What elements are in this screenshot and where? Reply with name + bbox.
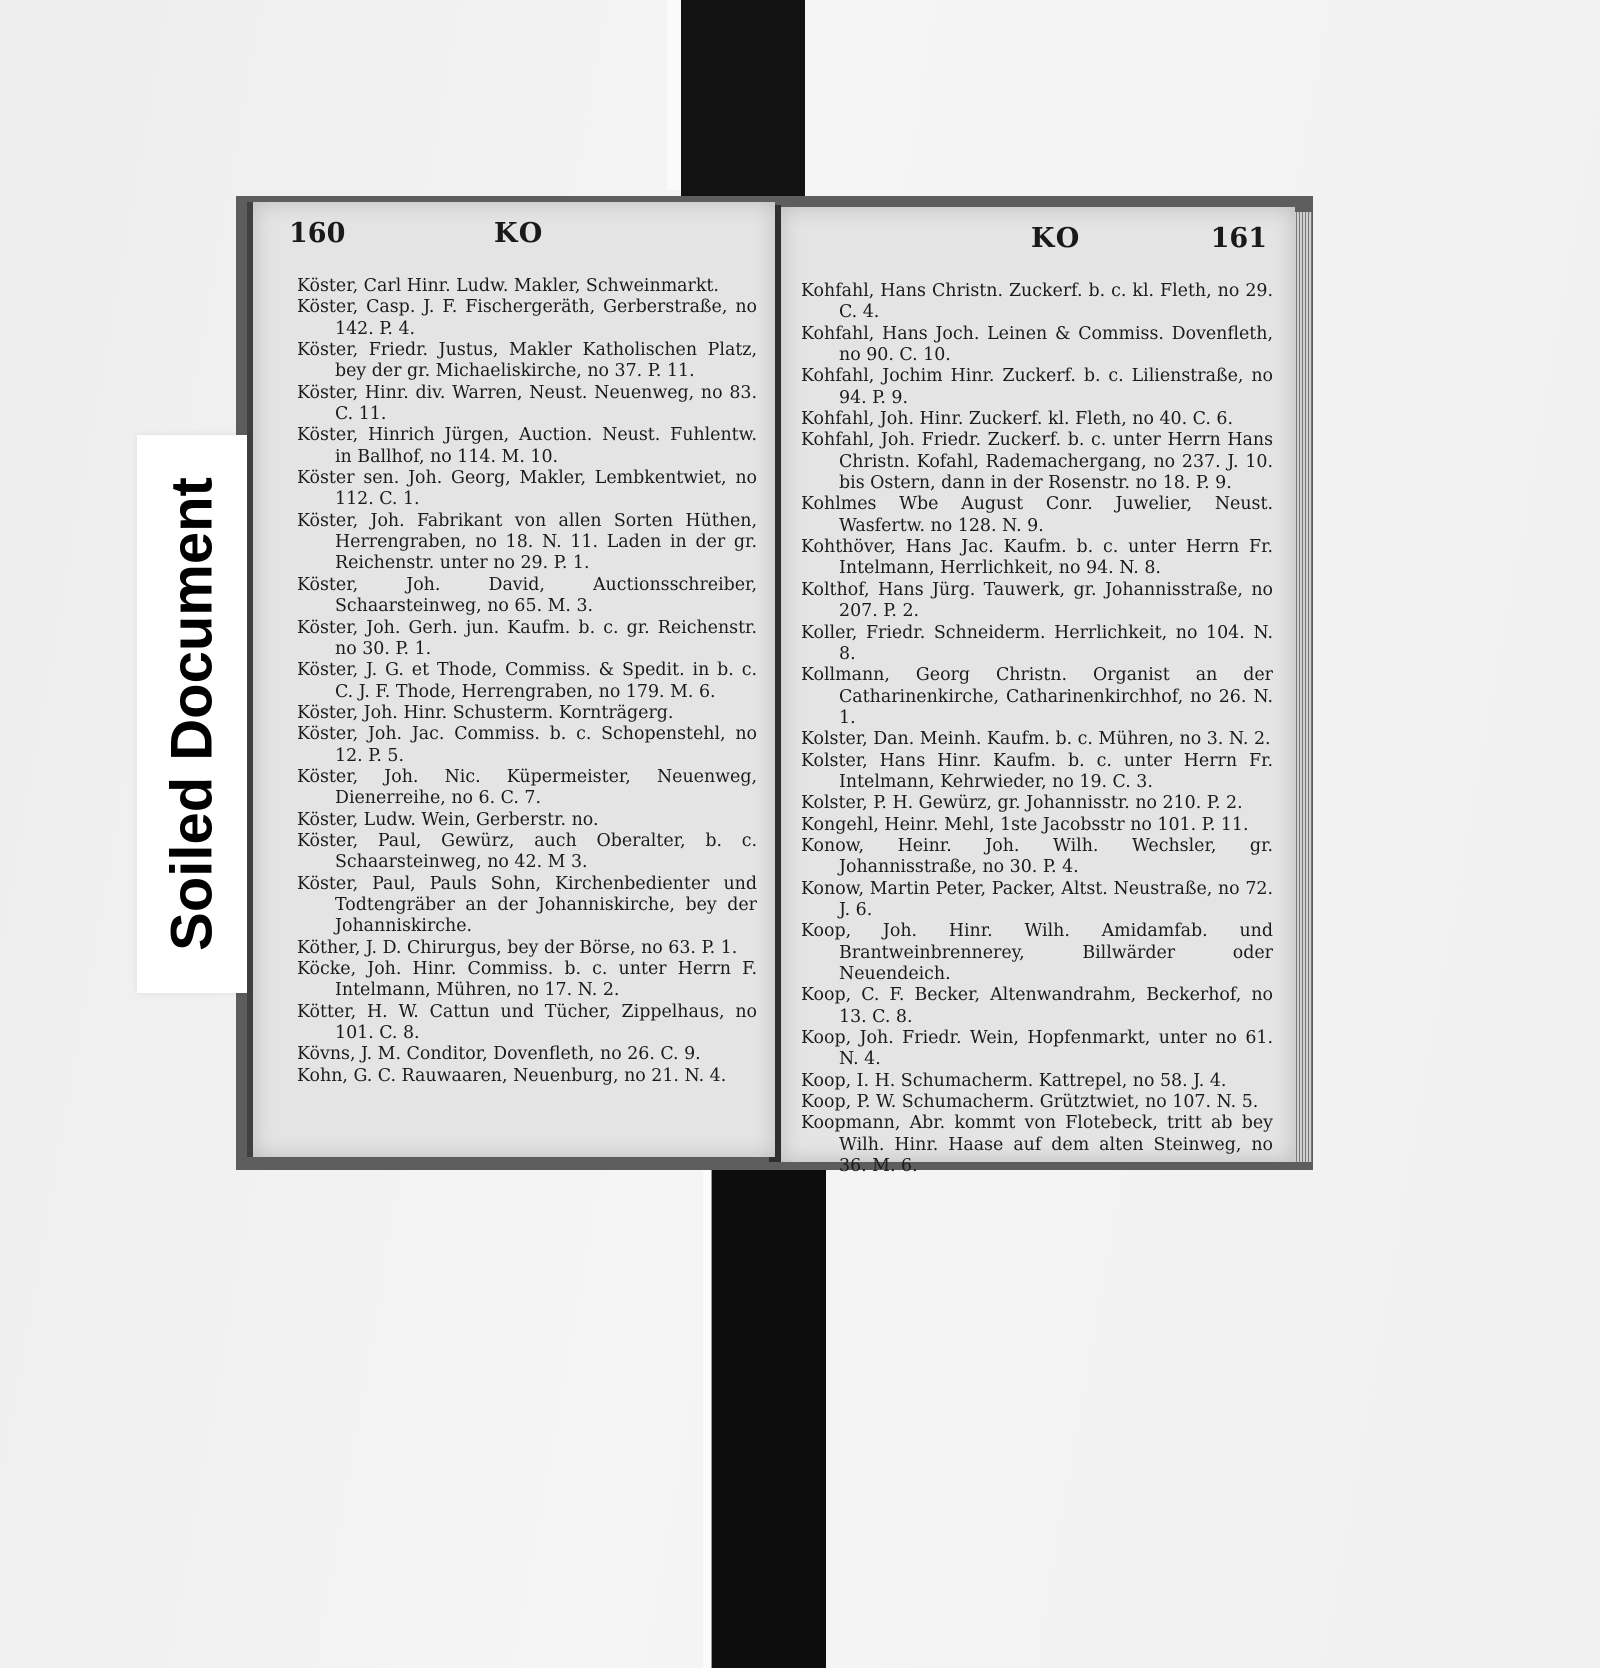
directory-entry: Kongehl, Heinr. Mehl, 1ste Jacobsstr no 101. P. 11. <box>801 814 1249 835</box>
directory-entry: Köster, Hinrich Jürgen, Auction. Neust. Fuhlentw. in Ballhof, no 114. M. 10. <box>297 425 757 467</box>
directory-entry: Kolthof, Hans Jürg. Tauwerk, gr. Johannisstraße, no 207. P. 2. <box>801 579 1273 622</box>
left-page <box>247 202 775 1157</box>
directory-entry: Köster, Paul, Pauls Sohn, Kirchenbedienter und Todtengräber an der Johanniskirche, bey der Johanniskirche. <box>297 873 757 937</box>
directory-entry: Kolster, Dan. Meinh. Kaufm. b. c. Mühren, no 3. N. 2. <box>801 729 1271 750</box>
directory-entry: Köster, J. G. et Thode, Commiss. & Spedit. in b. c. C. J. F. Thode, Herrengraben, no 179. M. 6. <box>297 660 757 702</box>
directory-entry: Köster, Joh. Hinr. Schusterm. Kornträgerg. <box>297 702 674 723</box>
directory-entry: Köster, Joh. Gerh. jun. Kaufm. b. c. gr. Reichenstr. no 30. P. 1. <box>297 617 757 659</box>
soiled-document-badge <box>137 435 247 993</box>
directory-entry: Kohn, G. C. Rauwaaren, Neuenburg, no 21. N. 4. <box>297 1065 727 1086</box>
directory-entry: Koop, Joh. Hinr. Wilh. Amidamfab. und Brantweinbrennerey, Billwärder oder Neuendeich. <box>801 921 1273 984</box>
directory-entry: Köster, Friedr. Justus, Makler Katholischen Platz, bey der gr. Michaeliskirche, no 37. P. 11. <box>297 340 757 382</box>
directory-entry: Köster, Casp. J. F. Fischergeräth, Gerberstraße, no 142. P. 4. <box>297 297 757 339</box>
directory-entry: Kövns, J. M. Conditor, Dovenfleth, no 26. C. 9. <box>297 1044 701 1065</box>
directory-entry: Koop, C. F. Becker, Altenwandrahm, Beckerhof, no 13. C. 8. <box>801 985 1273 1027</box>
directory-entry: Kohfahl, Jochim Hinr. Zuckerf. b. c. Lilienstraße, no 94. P. 9. <box>801 366 1273 408</box>
section-heading: KO <box>494 218 545 249</box>
page-edges <box>1294 212 1312 1162</box>
directory-entry: Koop, P. W. Schumacherm. Grütztwiet, no 107. N. 5. <box>801 1092 1259 1113</box>
directory-entry: Köster, Joh. Nic. Küpermeister, Neuenweg, Dienerreihe, no 6. C. 7. <box>297 766 757 809</box>
right-page-header <box>817 223 1273 263</box>
black-binding-strip-bottom <box>711 1158 826 1668</box>
directory-entry: Kötter, H. W. Cattun und Tücher, Zippelhaus, no 101. C. 8. <box>297 1001 757 1044</box>
section-heading: KO <box>1031 223 1082 254</box>
right-page <box>781 207 1295 1177</box>
directory-entry: Kolster, P. H. Gewürz, gr. Johannisstr. no 210. P. 2. <box>801 793 1243 814</box>
directory-entry: Köster, Ludw. Wein, Gerberstr. no. <box>297 809 599 830</box>
directory-entry: Kohfahl, Joh. Friedr. Zuckerf. b. c. unter Herrn Hans Christn. Kofahl, Rademachergang, no 237. J. 10. bis Ostern, dann in der Rosenstr. no 18. P. 9. <box>801 430 1273 494</box>
directory-entry: Kohfahl, Joh. Hinr. Zuckerf. kl. Fleth, no 40. C. 6. <box>801 409 1233 430</box>
directory-entries <box>801 281 1273 1177</box>
directory-entry: Köster, Paul, Gewürz, auch Oberalter, b. c. Schaarsteinweg, no 42. M 3. <box>297 830 757 873</box>
directory-entry: Koopmann, Abr. kommt von Flotebeck, tritt ab bey Wilh. Hinr. Haase auf dem alten Steinweg, no 36. M. 6. <box>801 1113 1273 1177</box>
directory-entry: Köster, Joh. Jac. Commiss. b. c. Schopenstehl, no 12. P. 5. <box>297 724 757 766</box>
directory-entry: Koller, Friedr. Schneiderm. Herrlichkeit, no 104. N. 8. <box>801 622 1273 664</box>
directory-entry: Köster, Hinr. div. Warren, Neust. Neuenweg, no 83. C. 11. <box>297 382 757 425</box>
directory-entry: Köster sen. Joh. Georg, Makler, Lembkentwiet, no 112. C. 1. <box>297 468 757 510</box>
directory-entry: Köster, Joh. Fabrikant von allen Sorten Hüthen, Herrengraben, no 18. N. 11. Laden in der gr. Reichenstr. unter no 29. P. 1. <box>297 510 757 574</box>
directory-entry: Köster, Carl Hinr. Ludw. Makler, Schweinmarkt. <box>297 276 719 296</box>
page-number: 161 <box>1210 223 1267 254</box>
directory-entry: Konow, Martin Peter, Packer, Altst. Neustraße, no 72. J. 6. <box>801 878 1273 920</box>
directory-entry: Kolster, Hans Hinr. Kaufm. b. c. unter Herrn Fr. Intelmann, Kehrwieder, no 19. C. 3. <box>801 750 1273 792</box>
badge-label: Soiled Document <box>159 477 225 951</box>
directory-entry: Kohlmes Wbe August Conr. Juwelier, Neust. Wasfertw. no 128. N. 9. <box>801 494 1273 536</box>
directory-entry: Köcke, Joh. Hinr. Commiss. b. c. unter Herrn F. Intelmann, Mühren, no 17. N. 2. <box>297 959 757 1001</box>
page-number: 160 <box>289 218 346 249</box>
directory-entry: Kollmann, Georg Christn. Organist an der Catharinenkirche, Catharinenkirchhof, no 26. N. 1. <box>801 665 1273 728</box>
left-page-header <box>289 218 753 258</box>
directory-entry: Kohthöver, Hans Jac. Kaufm. b. c. unter Herrn Fr. Intelmann, Herrlichkeit, no 94. N. 8. <box>801 537 1273 579</box>
directory-entry: Kohfahl, Hans Christn. Zuckerf. b. c. kl. Fleth, no 29. C. 4. <box>801 281 1273 323</box>
directory-entry: Konow, Heinr. Joh. Wilh. Wechsler, gr. Johannisstraße, no 30. P. 4. <box>801 835 1273 878</box>
black-binding-strip-top <box>681 0 805 215</box>
directory-entries <box>297 276 757 1087</box>
directory-entry: Köther, J. D. Chirurgus, bey der Börse, no 63. P. 1. <box>297 937 738 958</box>
directory-entry: Koop, I. H. Schumacherm. Kattrepel, no 58. J. 4. <box>801 1070 1227 1091</box>
directory-entry: Kohfahl, Hans Joch. Leinen & Commiss. Dovenfleth, no 90. C. 10. <box>801 323 1273 366</box>
directory-entry: Köster, Joh. David, Auctionsschreiber, Schaarsteinweg, no 65. M. 3. <box>297 574 757 617</box>
directory-entry: Koop, Joh. Friedr. Wein, Hopfenmarkt, unter no 61. N. 4. <box>801 1028 1273 1070</box>
